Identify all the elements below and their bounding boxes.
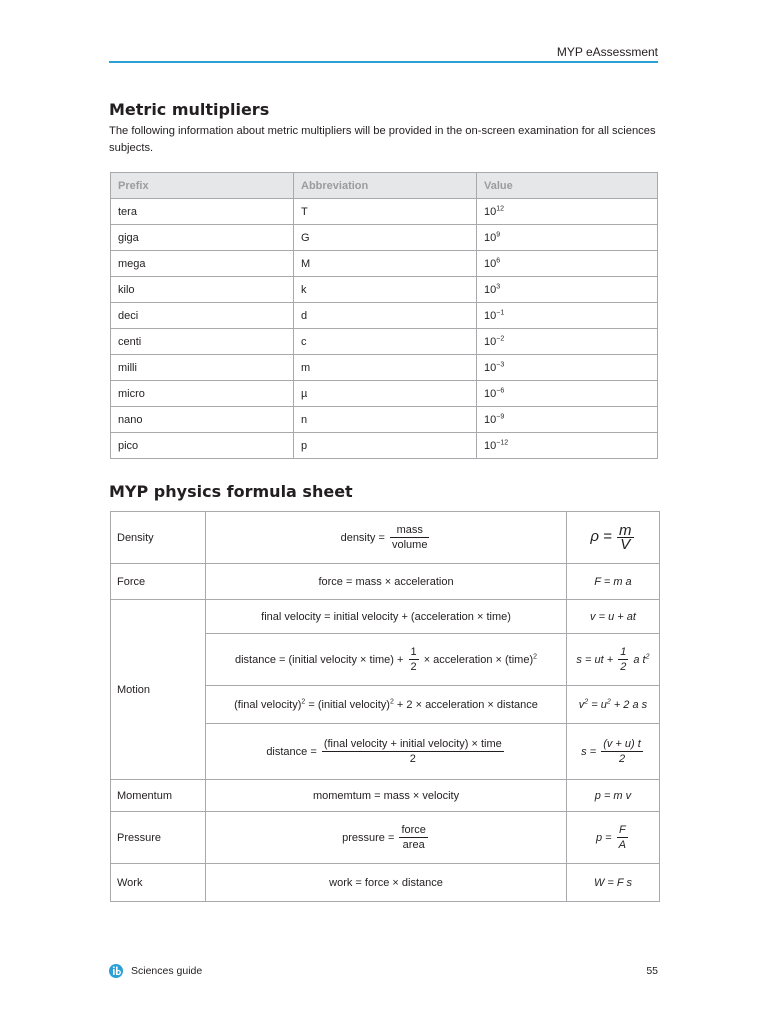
topic-momentum: Momentum [111,780,206,812]
value-base: 10 [484,257,497,270]
pressure-lhs: pressure = [342,831,395,844]
formula-row-force [111,564,660,600]
density-sym-denominator: V [620,535,631,553]
column-header-abbreviation: Abbreviation [294,173,477,199]
motion-4-denominator: 2 [409,752,416,765]
formula-row-work [111,864,660,902]
value-exponent: −2 [496,334,505,342]
value-cell [477,303,658,329]
prefix-cell: centi [111,329,294,355]
column-header-prefix: Prefix [111,173,294,199]
motion-2-denominator: 2 [410,660,417,673]
momentum-word-formula: momemtum = mass × velocity [206,780,567,812]
table-row [111,199,658,225]
value-cell [477,381,658,407]
density-denominator: volume [391,538,428,551]
table-row [111,329,658,355]
motion-2-sym-numerator: 1 [620,645,627,658]
value-base: 10 [484,231,497,244]
abbreviation-cell: n [294,407,477,433]
motion-2-sym-denominator: 2 [620,660,627,673]
motion-2-numerator: 1 [410,645,417,658]
density-lhs: density = [340,531,385,544]
prefix-cell: micro [111,381,294,407]
value-cell [477,407,658,433]
motion-2-sym-lhs: s = ut + [576,653,614,666]
motion-4-numerator: (final velocity + initial velocity) × time [323,737,502,750]
pressure-fraction [399,824,427,852]
motion-3-part-1: (final velocity) [234,698,302,711]
value-base: 10 [484,361,497,374]
table-row [111,407,658,433]
abbreviation-cell: k [294,277,477,303]
abbreviation-cell: µ [294,381,477,407]
prefix-cell: giga [111,225,294,251]
density-fraction [390,524,429,552]
motion-2-symbol-formula [566,634,659,686]
motion-4-sym-lhs: s = [581,745,597,758]
motion-3-sym-v: v [578,698,585,711]
motion-4-fraction [322,738,504,766]
motion-3-sym-exp-1: 2 [584,697,589,705]
abbreviation-cell: p [294,433,477,459]
motion-3-exp-1: 2 [301,697,306,705]
pressure-sym-numerator: F [617,824,628,838]
formula-row-pressure [111,812,660,864]
prefix-cell: deci [111,303,294,329]
value-base: 10 [484,205,497,218]
value-exponent: 6 [496,256,501,264]
motion-2-lhs: distance = (initial velocity × time) + [235,653,404,666]
motion-2-sym-exponent: 2 [645,652,650,660]
ib-logo-icon [109,964,123,978]
abbreviation-cell: c [294,329,477,355]
formula-row-momentum [111,780,660,812]
value-base: 10 [484,283,497,296]
work-symbol-formula: W = F s [566,864,659,902]
value-cell [477,277,658,303]
pressure-sym-denominator: A [618,838,626,851]
motion-2-exponent: 2 [533,652,538,660]
formula-row-motion-1 [111,600,660,634]
pressure-sym-lhs: p = [595,831,612,844]
running-header: MYP eAssessment [556,45,658,59]
value-cell [477,251,658,277]
motion-3-sym-mid: = u [588,698,607,711]
table-header-row [111,173,658,199]
motion-1-symbol-formula: v = u + at [566,600,659,634]
table-row [111,225,658,251]
motion-2-sym-fraction [618,646,628,674]
prefix-cell: pico [111,433,294,459]
motion-2-sym-rhs: a t [633,653,646,666]
density-numerator: mass [390,524,429,538]
value-base: 10 [484,335,497,348]
value-exponent: −6 [496,386,505,394]
value-base: 10 [484,387,497,400]
pressure-numerator: force [401,823,426,836]
motion-2-word-formula [206,634,567,686]
value-exponent: −1 [496,308,505,316]
value-exponent: −9 [496,412,505,420]
motion-4-sym-numerator: (v + u) t [603,737,641,750]
table-row [111,433,658,459]
motion-3-sym-end: + 2 a s [610,698,648,711]
table-row [111,251,658,277]
metric-intro-text: The following information about metric multipliers will be provided in the on-screen examination for all sciences subjects. [109,125,656,154]
pressure-symbol-formula [566,812,659,864]
prefix-cell: mega [111,251,294,277]
pressure-sym-fraction [617,824,628,852]
formula-row-density [111,512,660,564]
metric-multipliers-title: Metric multipliers [109,100,270,119]
motion-4-lhs: distance = [266,745,317,758]
value-base: 10 [484,309,497,322]
value-cell [477,199,658,225]
density-symbol-formula [566,512,659,564]
value-base: 10 [484,413,497,426]
pressure-word-formula [206,812,567,864]
pressure-denominator: area [402,838,425,851]
motion-3-symbol-formula [566,686,659,724]
force-symbol-formula: F = m a [566,564,659,600]
value-exponent: −3 [496,360,505,368]
prefix-cell: milli [111,355,294,381]
footer-guide-name: Sciences guide [131,965,203,977]
motion-3-part-2: = (initial velocity) [305,698,390,711]
motion-4-symbol-formula [566,724,659,780]
table-row [111,303,658,329]
abbreviation-cell: T [294,199,477,225]
table-row [111,277,658,303]
column-header-value: Value [477,173,658,199]
abbreviation-cell: m [294,355,477,381]
metric-multipliers-table [110,172,658,459]
table-row [111,355,658,381]
force-word-formula: force = mass × acceleration [206,564,567,600]
table-row [111,381,658,407]
value-cell [477,225,658,251]
motion-1-word-formula: final velocity = initial velocity + (acceleration × time) [206,600,567,634]
density-word-formula [206,512,567,564]
abbreviation-cell: M [294,251,477,277]
topic-density: Density [111,512,206,564]
abbreviation-cell: d [294,303,477,329]
motion-4-word-formula [206,724,567,780]
topic-force: Force [111,564,206,600]
motion-4-sym-denominator: 2 [618,752,626,765]
motion-3-word-formula [206,686,567,724]
motion-2-rhs: × acceleration × (time) [423,653,534,666]
footer-page-number: 55 [646,965,658,977]
density-sym-fraction [617,521,634,553]
motion-4-sym-fraction [601,738,643,766]
prefix-cell: tera [111,199,294,225]
value-base: 10 [484,439,497,452]
value-exponent: 9 [496,230,501,238]
motion-3-sym-exp-2: 2 [606,697,611,705]
value-exponent: 3 [496,282,501,290]
value-cell [477,355,658,381]
value-cell [477,433,658,459]
prefix-cell: kilo [111,277,294,303]
motion-3-part-3: + 2 × acceleration × distance [393,698,538,711]
value-cell [477,329,658,355]
value-exponent: −12 [496,438,509,446]
abbreviation-cell: G [294,225,477,251]
topic-motion: Motion [111,600,206,780]
header-rule [109,61,658,63]
density-sym-numerator: m [619,521,632,539]
prefix-cell: nano [111,407,294,433]
work-word-formula: work = force × distance [206,864,567,902]
motion-3-exp-2: 2 [389,697,394,705]
momentum-symbol-formula: p = m v [566,780,659,812]
physics-formula-table [110,511,660,902]
motion-2-fraction [409,646,419,674]
topic-pressure: Pressure [111,812,206,864]
topic-work: Work [111,864,206,902]
value-exponent: 12 [496,204,505,212]
physics-formula-title: MYP physics formula sheet [109,482,353,501]
density-sym-lhs: ρ = [590,527,612,545]
